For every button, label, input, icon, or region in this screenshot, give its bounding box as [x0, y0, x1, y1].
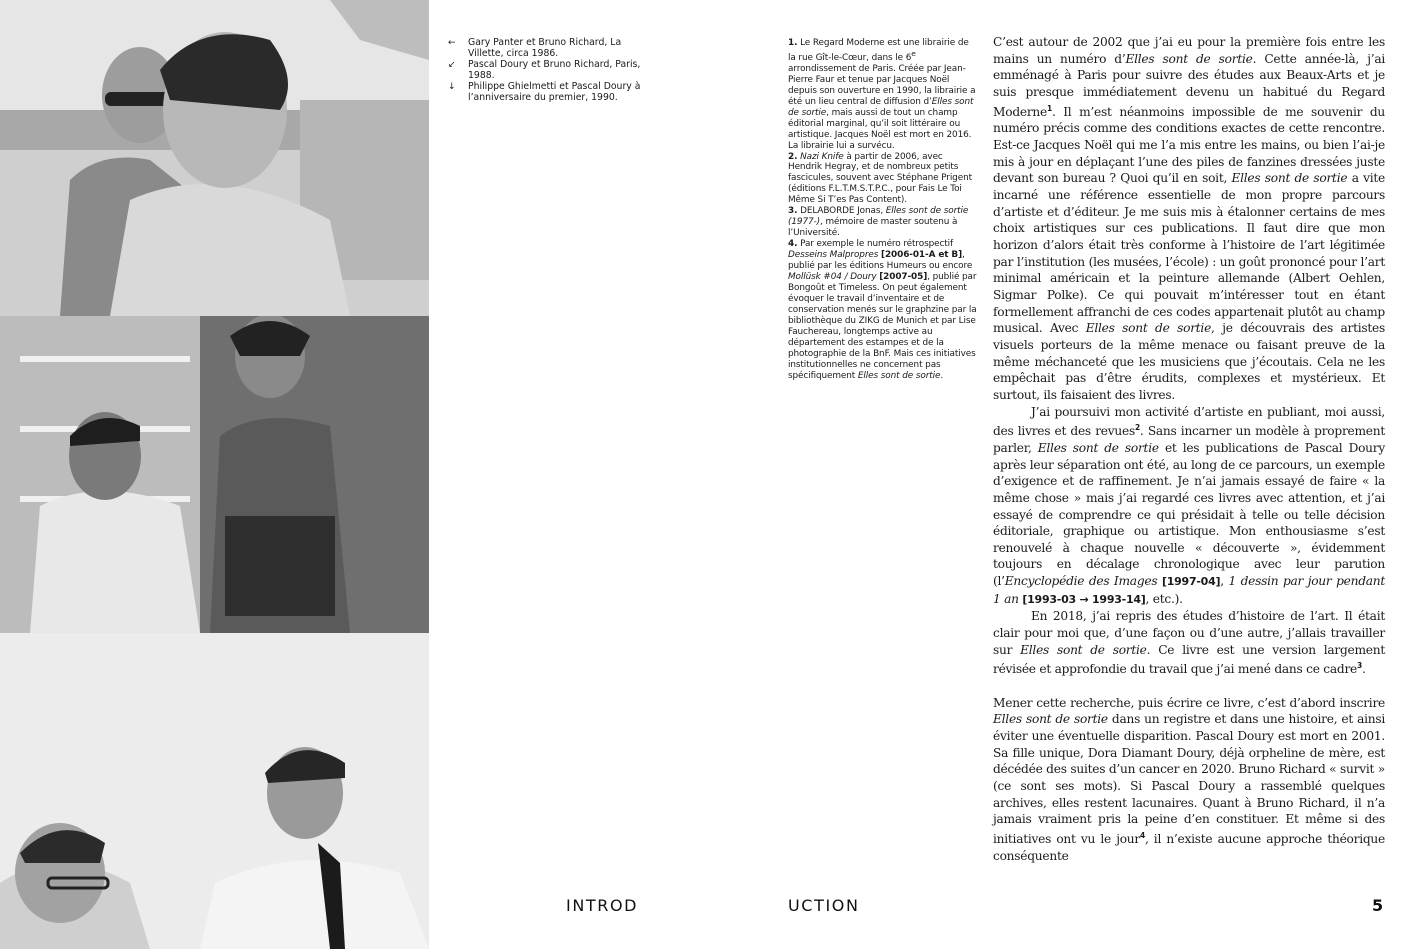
- footnote-text: arrondissement de Paris. Créée par Jean-Pierre Faur et tenue par Jacques Noël depuis son ouverture en 1990, la librairie a été un lieu central de diffusion d’: [788, 63, 976, 107]
- footnote-2: [788, 152, 978, 207]
- photo-pascal-doury-bruno-richard: [0, 316, 429, 633]
- text-run: .: [1361, 662, 1366, 677]
- footnote-title: Elles sont de sortie: [857, 370, 941, 381]
- photo-gary-panter-bruno-richard: [0, 0, 429, 316]
- caption-3: [448, 82, 643, 104]
- footnote-number: 2.: [788, 151, 798, 162]
- footnotes: [788, 38, 978, 382]
- text-run: , etc.).: [1145, 591, 1183, 606]
- footnote-text: , mais aussi de tout un champ éditorial marginal, qu’il soit littéraire ou artistique. Jacques Noël est mort en 2016. La librairie lui a survécu.: [788, 107, 972, 151]
- footnote-title: Desseins Malpropres: [788, 250, 879, 261]
- footnote-ref: 3: [1357, 661, 1362, 671]
- photo-philippe-ghielmetti-pascal-doury: [0, 633, 429, 949]
- title-italic: Elles sont de sortie: [1020, 642, 1147, 657]
- footnote-title: Mollüsk #04 / Doury: [788, 271, 877, 282]
- superscript: e: [911, 48, 916, 58]
- photo-captions: [448, 38, 643, 103]
- text-run: . Il m’est néanmoins impossible de me souvenir du numéro précis comme des conditions exactes de cette rencontre. Est-ce Jacques Noël qui me l’a mis entre les mains, ou bien l’ai-je mis à jour en déplaçant l’une des piles de fanzines dressées juste devant son bureau ? Quoi qu’il en soit,: [993, 104, 1385, 186]
- caption-text: Pascal Doury et Bruno Richard, Paris, 1988.: [468, 58, 641, 81]
- text-run: dans un registre et dans une histoire, et ainsi éviter une éventuelle disparition. Pascal Doury est mort en 2001. Sa fille unique, Dora Diamant Doury, déjà orpheline de mère, est décédée des suites d’un cancer en 2020. Bruno Richard « survit » (ce sont ses mots). Si Pascal Doury a rassemblé quelques archives, elles restent lacunaires. Quant à Bruno Richard, il n’a jamais vraiment pris la peine d’en constituer. Et même si des initiatives ont vu le jour: [993, 712, 1385, 847]
- page-number: 5: [1372, 896, 1384, 915]
- text-run: , je découvrais des artistes visuels porteurs de la même menace ou faisant preuve de la même méchanceté que les musiciens que j’écoutais. Cela ne les empêchait pas d’être érudits, complexes et mystérieux. Et surtout, ils faisaient des livres.: [993, 321, 1385, 402]
- title-italic: Elles sont de sortie: [1125, 51, 1253, 66]
- text-run: J’ai poursuivi mon activité d’artiste en publiant, moi aussi, des livres et des revues: [993, 404, 1385, 439]
- footnote-title: Elles sont de sortie (1977-): [788, 206, 969, 228]
- arrow-down-left-icon: ↙: [448, 59, 456, 70]
- paragraph-1: [993, 34, 1385, 404]
- catalog-code: [2006-01-A et B]: [881, 250, 963, 261]
- arrow-left-icon: ←: [448, 38, 456, 48]
- footnote-4: [788, 239, 978, 381]
- footnote-1: [788, 38, 978, 152]
- footnote-ref: 2: [1134, 423, 1140, 433]
- arrow-down-icon: ↓: [448, 81, 456, 92]
- paragraph-4: [993, 695, 1385, 865]
- caption-2: [448, 60, 643, 82]
- footnote-number: 4.: [788, 239, 798, 250]
- text-run: , il n’existe aucune approche théorique conséquente: [993, 832, 1385, 863]
- text-run: Mener cette recherche, puis écrire ce livre, c’est d’abord inscrire: [993, 695, 1385, 710]
- paragraph-2: [993, 404, 1385, 609]
- title-italic: 1 dessin par jour pendant 1 an: [993, 574, 1386, 606]
- title-italic: Elles sont de sortie: [993, 712, 1108, 727]
- footnote-text: Le Regard Moderne est une librairie de la rue Gît-le-Cœur, dans le 6: [788, 38, 969, 63]
- footnote-text: , mémoire de master soutenu à l’Université.: [788, 217, 958, 239]
- title-italic: Elles sont de sortie: [1085, 321, 1212, 336]
- caption-text: Gary Panter et Bruno Richard, La Villette, circa 1986.: [468, 37, 622, 59]
- title-italic: Elles sont de sortie: [1231, 171, 1348, 186]
- text-run: . Ce livre est une version largement révisée et approfondie du travail que j’ai mené dans ce cadre: [993, 642, 1386, 677]
- footnote-text: , publié par Bongoût et Timeless. On peut également évoquer le travail d’inventaire et de conservation menés sur le graphzine par la bibliothèque du ZIKG de Munich et par Lise Fauchereau, longtemps active au département des estampes et de la photographie de la BnF. Mais ces initiatives institutionnelles ne concernent pas spécifiquement: [788, 271, 977, 381]
- caption-text: Philippe Ghielmetti et Pascal Doury à l’anniversaire du premier, 1990.: [468, 80, 641, 103]
- text-run: ,: [1220, 574, 1229, 589]
- text-run: et les publications de Pascal Doury après leur séparation ont été, au long de ce parcours, un exemple d’exigence et de raffinement. Je n’ai jamais essayé de faire « la même chose » mais j’ai regardé ces livres avec attention, et j’ai essayé de comprendre ce qui présidait à telle ou telle décision éditoriale, graphique ou artistique. Mon enthousiasme s’est renouvelé à chaque nouvelle « découverte », évidemment toujours en décalage chronologique avec leur parution (l’: [993, 440, 1385, 589]
- caption-1: [448, 38, 643, 60]
- footnote-text: Par exemple le numéro rétrospectif: [800, 239, 954, 250]
- catalog-code: [2007-05]: [879, 271, 928, 282]
- footnote-text: , publié par les éditions Humeurs ou encore: [788, 250, 973, 272]
- footnote-number: 3.: [788, 206, 798, 217]
- title-italic: Encyclopédie des Images: [1004, 574, 1158, 589]
- footnote-number: 1.: [788, 38, 798, 48]
- running-title-right: UCTION: [788, 896, 860, 915]
- main-text: [993, 34, 1385, 864]
- footnote-title: Nazi Knife: [800, 151, 844, 162]
- catalog-code: [1997-04]: [1161, 575, 1221, 589]
- text-run: a vite incarné une référence essentielle de mon propre parcours d’artiste et d’éditeur. Je me suis mis à étalonner certains de mes choix artistiques sur ces publications. Il faut dire que mon horizon d’alors était très conforme à l’histoire de l’art légitimée par l’institution (les musées, l’école) : un goût prononcé pour l’art minimal américain et la peinture allemande (Albert Oehlen, Sigmar Polke). Ce qui pouvait m’intéresser tout en étant formellement affranchi de ces codes appartenait plutôt au champ musical. Avec: [993, 171, 1386, 336]
- catalog-code: [1993-03 → 1993-14]: [1022, 592, 1146, 606]
- text-run: . Cette année-là, j’ai emménagé à Paris pour suivre des études aux Beaux-Arts et je suis presque immédiatement devenu un habitué du Regard Moderne: [993, 51, 1386, 119]
- running-title-left: INTROD: [566, 896, 639, 915]
- footnote-text: DELABORDE Jonas,: [800, 206, 886, 217]
- footnote-text: .: [940, 370, 944, 381]
- text-run: C’est autour de 2002 que j’ai eu pour la première fois entre les mains un numéro d’: [993, 35, 1385, 66]
- text-run: . Sans incarner un modèle à proprement parler,: [993, 424, 1385, 455]
- footnote-title: Elles sont de sortie: [788, 96, 974, 118]
- footnote-ref: 4: [1139, 830, 1145, 840]
- footnote-text: à partir de 2006, avec Hendrik Hegray, et de nombreux petits fascicules, souvent avec Stéphane Prigent (éditions F.L.T.M.S.T.P.C., pour Fais Le Toi Même Si T’es Pas Content).: [788, 151, 972, 206]
- footnote-3: [788, 206, 978, 239]
- footnote-ref: 1: [1046, 103, 1052, 113]
- title-italic: Elles sont de sortie: [1037, 440, 1159, 455]
- paragraph-3: [993, 608, 1385, 678]
- text-run: En 2018, j’ai repris des études d’histoire de l’art. Il était clair pour moi que, d’une façon ou d’une autre, j’allais travailler sur: [993, 609, 1385, 657]
